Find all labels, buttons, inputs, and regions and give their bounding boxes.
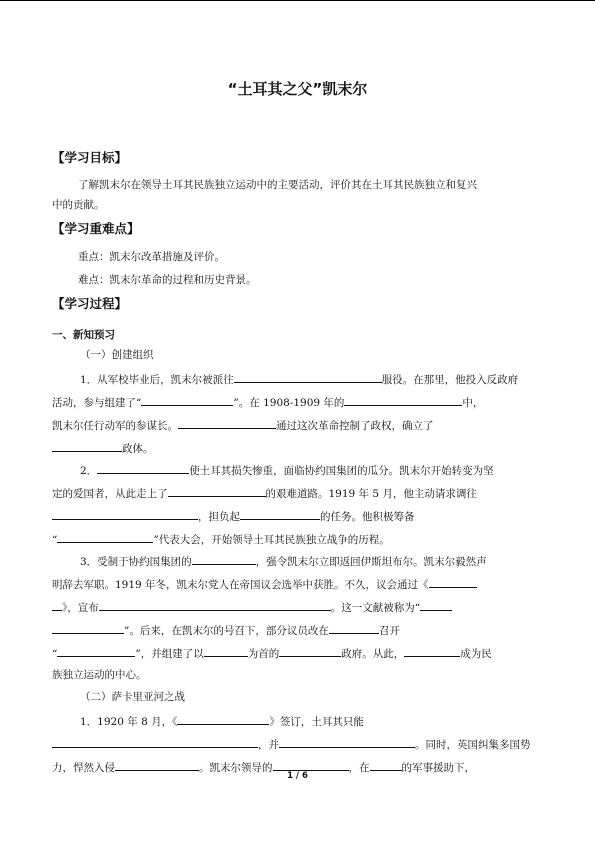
- q1-line-1: 1．从军校毕业后，凯末尔被派往 服役。在那里，他投入反政府: [80, 371, 544, 387]
- fill-blank[interactable]: [97, 462, 189, 474]
- fill-blank[interactable]: [141, 394, 233, 406]
- fill-blank[interactable]: [279, 736, 415, 748]
- objectives-line-1: 了解凯末尔在领导土耳其民族独立运动中的主要活动，评价其在土耳其民族独立和复兴: [78, 179, 477, 191]
- fill-blank[interactable]: [52, 599, 62, 611]
- fill-blank[interactable]: [429, 576, 477, 588]
- part-heading-preview: 一、新知预习: [52, 329, 115, 341]
- fill-blank[interactable]: [240, 508, 320, 520]
- q2-line-4: “ ”代表大会，开始领导土耳其民族独立战争的历程。: [52, 531, 544, 547]
- q3-line-6: 族独立运动的中心。: [52, 669, 147, 681]
- q1-line-4: 政体。: [52, 440, 544, 456]
- fill-blank[interactable]: [178, 417, 276, 429]
- objectives-line-2: 中的贡献。: [52, 199, 105, 211]
- fill-blank[interactable]: [52, 440, 122, 452]
- fill-blank[interactable]: [420, 599, 452, 611]
- heading-objectives: 【学习目标】: [52, 150, 128, 165]
- q4-line-2: ，并 。同时，英国纠集多国势: [52, 736, 544, 752]
- fill-blank[interactable]: [234, 371, 382, 383]
- q4-line-3: 力，悍然入侵 。凯末尔领导的 ，在 的军事援助下，: [52, 759, 544, 775]
- q2-line-1: 2． 使土耳其损失惨重，面临协约国集团的瓜分。凯末尔开始转变为坚: [80, 462, 544, 478]
- q2-line-3: ，担负起 的任务。他积极筹备: [52, 508, 544, 524]
- subsection-sakarya-battle: （二）萨卡里亚河之战: [80, 691, 185, 703]
- fill-blank[interactable]: [52, 508, 198, 520]
- q4-line-1: 1．1920 年 8 月，《 》签订，土耳其只能: [80, 713, 544, 729]
- fill-blank[interactable]: [115, 759, 199, 771]
- fill-blank[interactable]: [52, 622, 124, 634]
- fill-blank[interactable]: [99, 599, 331, 611]
- subsection-create-organization: （一）创建组织: [80, 349, 154, 361]
- fill-blank[interactable]: [57, 531, 153, 543]
- q1-line-2: 活动，参与组建了“ ”。在 1908-1909 年的 中，: [52, 394, 544, 410]
- page-number: 1 / 6: [287, 771, 308, 781]
- heading-key-points: 【学习重难点】: [52, 221, 140, 236]
- fill-blank[interactable]: [204, 645, 248, 657]
- fill-blank[interactable]: [177, 713, 269, 725]
- q1-line-3: 凯末尔任行动军的参谋长。 通过这次革命控制了政权，确立了: [52, 417, 544, 433]
- fill-blank[interactable]: [273, 759, 349, 771]
- q3-line-4: ”。后来，在凯末尔的号召下，部分议员改在 召开: [52, 622, 544, 638]
- q3-line-2: 明辞去军职。1919 年冬，凯末尔党人在帝国议会选举中获胜。不久，议会通过《: [52, 576, 544, 592]
- q3-line-3: 》，宣布 。这一文献被称为“: [52, 599, 544, 615]
- fill-blank[interactable]: [57, 645, 135, 657]
- fill-blank[interactable]: [192, 553, 256, 565]
- top-rule: [0, 0, 595, 1]
- fill-blank[interactable]: [344, 394, 462, 406]
- heading-process: 【学习过程】: [52, 296, 128, 311]
- fill-blank[interactable]: [370, 759, 402, 771]
- difficult-point-line: 难点：凯末尔革命的过程和历史背景。: [78, 274, 257, 286]
- fill-blank[interactable]: [279, 645, 341, 657]
- page-title: “土耳其之父”凯末尔: [227, 80, 368, 98]
- fill-blank[interactable]: [52, 736, 258, 748]
- fill-blank[interactable]: [168, 485, 266, 497]
- fill-blank[interactable]: [404, 645, 460, 657]
- q3-line-1: 3．受制于协约国集团的 ，强令凯末尔立即返回伊斯坦布尔。凯末尔毅然声: [80, 553, 544, 569]
- key-point-line: 重点：凯末尔改革措施及评价。: [78, 251, 225, 263]
- fill-blank[interactable]: [329, 622, 379, 634]
- q3-line-5: “ ”，并组建了以 为首的 政府。从此， 成为民: [52, 645, 544, 661]
- q2-line-2: 定的爱国者，从此走上了 的艰难道路。1919 年 5 月，他主动请求调往: [52, 485, 544, 501]
